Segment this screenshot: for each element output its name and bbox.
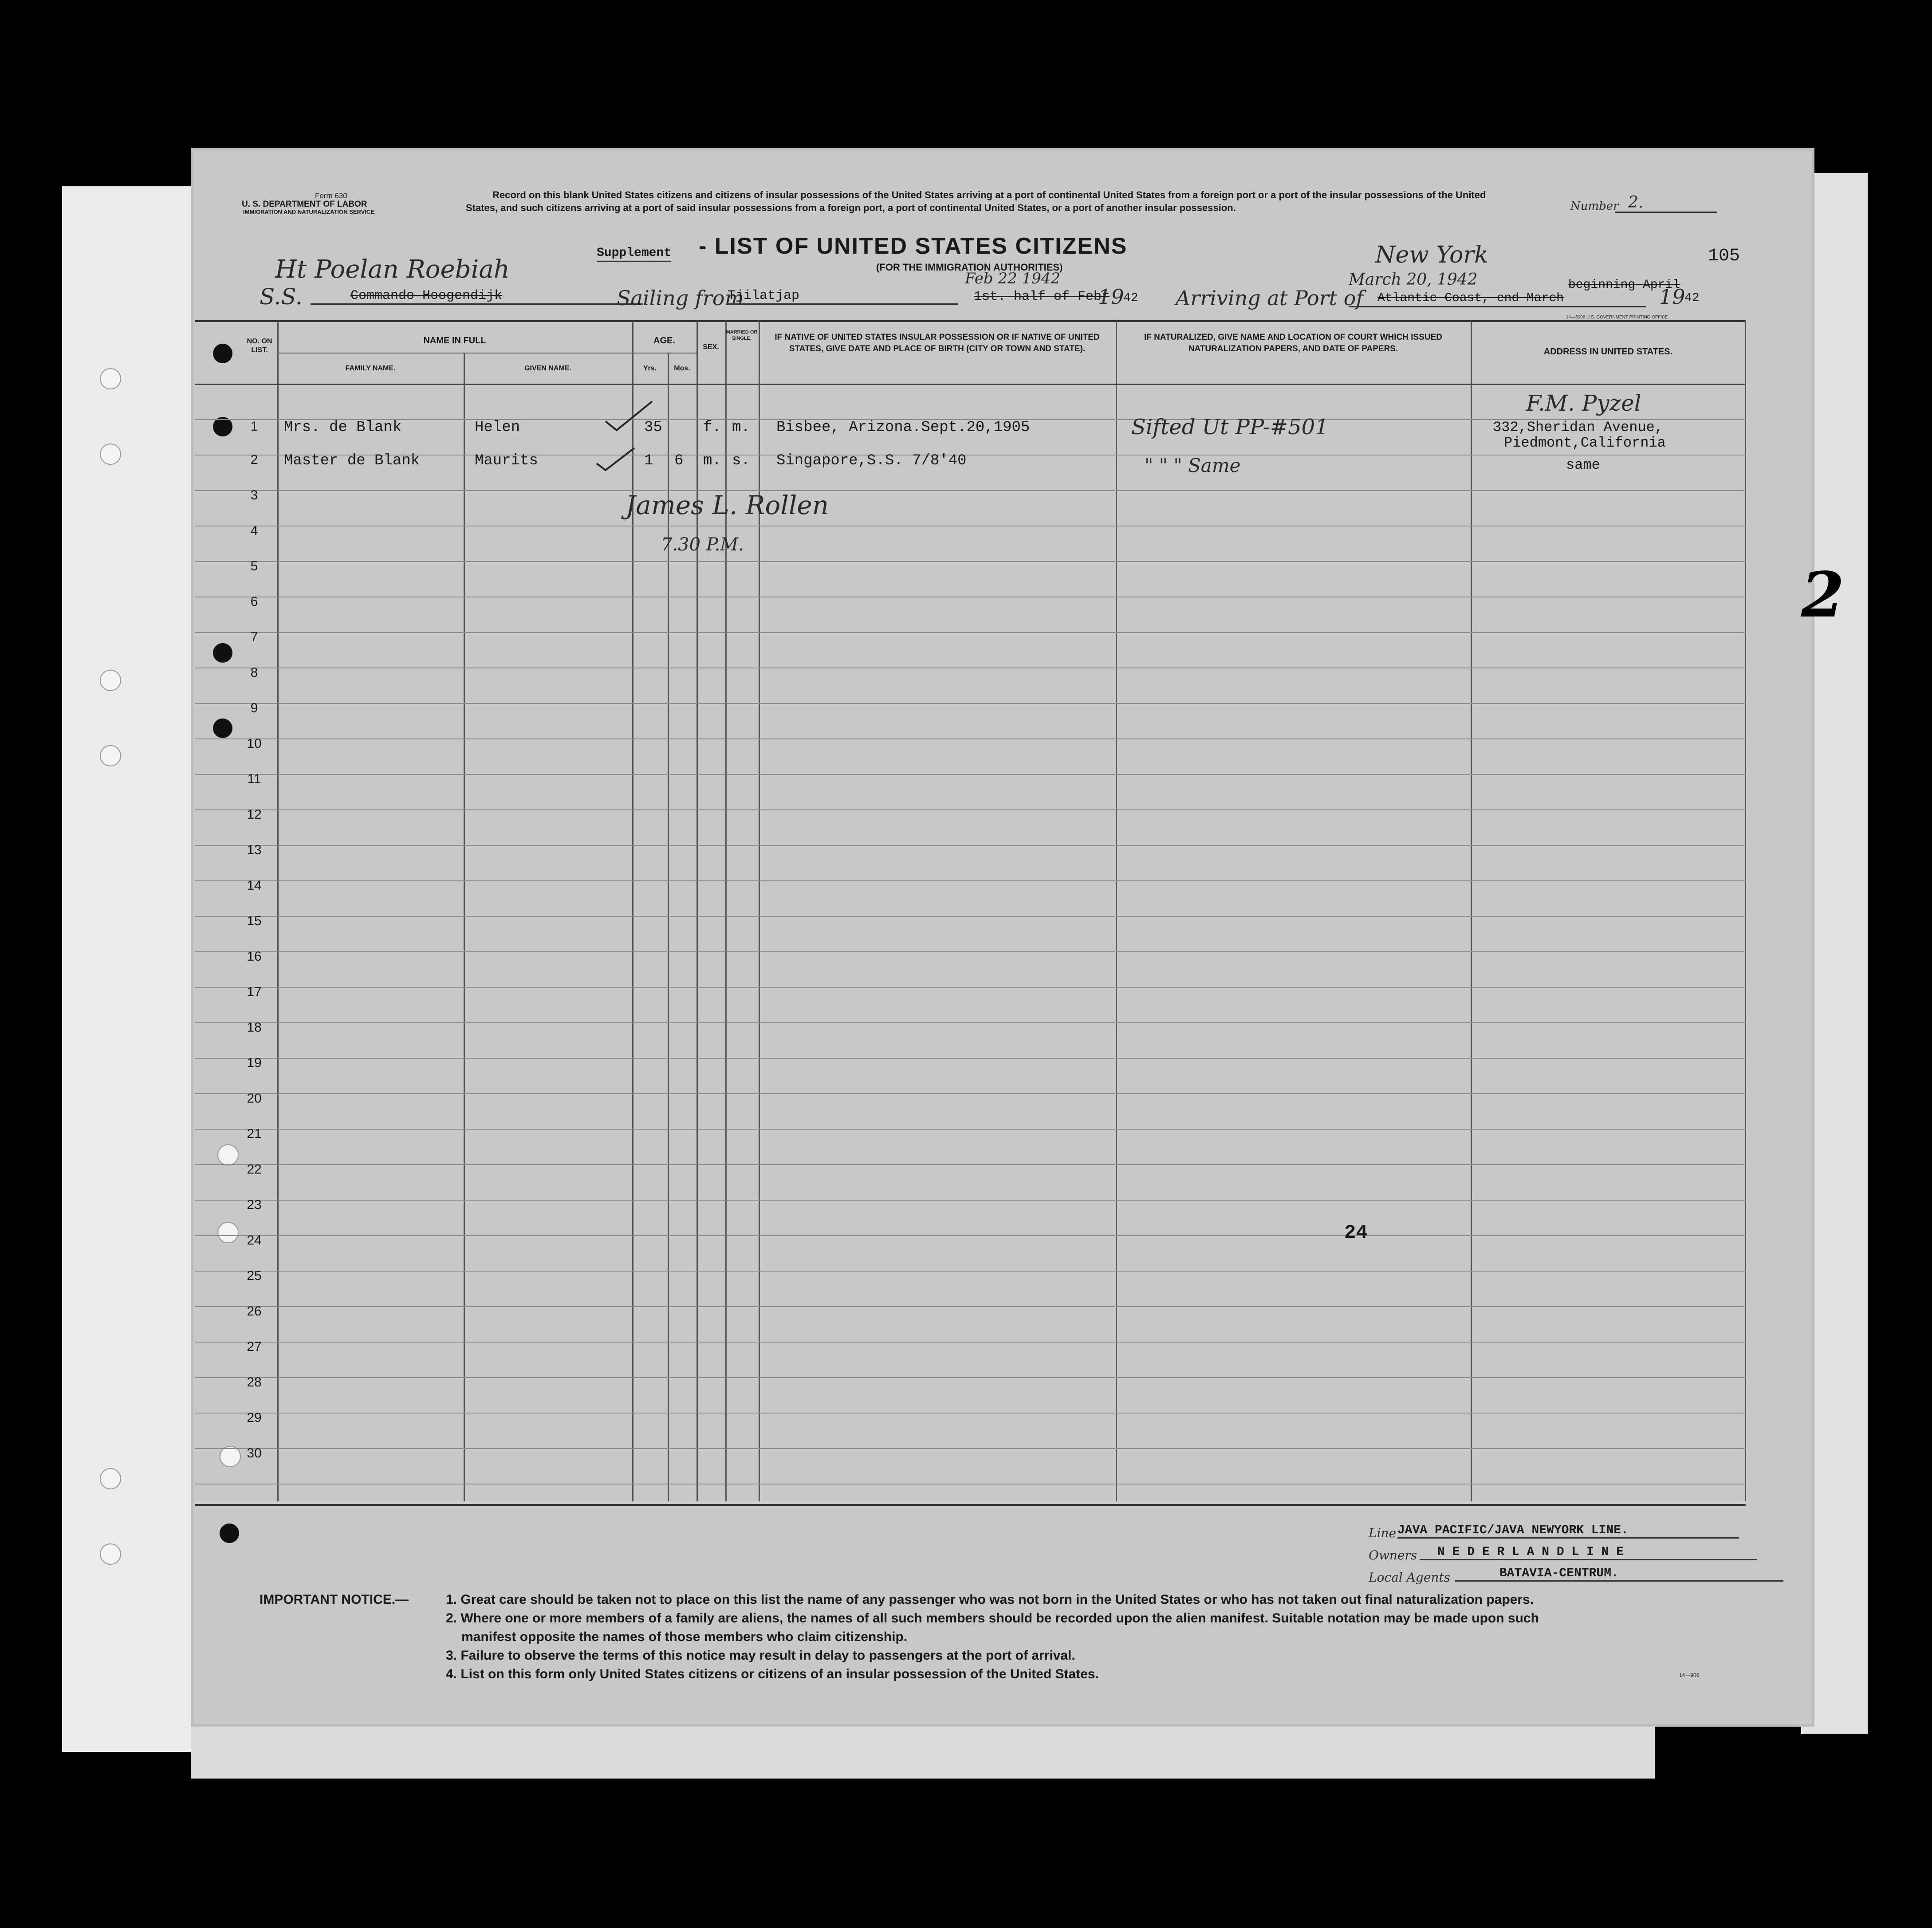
row-line	[195, 987, 1746, 988]
printing-office-note: 14—5006 U.S. GOVERNMENT PRINTING OFFICE	[1566, 315, 1668, 320]
row-number: 16	[247, 949, 262, 964]
row1-naturalized: Sifted Ut PP-#501	[1131, 415, 1329, 440]
col-mos: Mos.	[674, 365, 690, 372]
row-line	[195, 1342, 1746, 1343]
owners-value: N E D E R L A N D L I N E	[1420, 1545, 1757, 1560]
col-line	[464, 353, 465, 1501]
col-naturalized: IF NATURALIZED, GIVE NAME AND LOCATION OF COURT WHICH ISSUED NATURALIZATION PAPERS, AND DATE OF PAPERS.	[1144, 333, 1442, 353]
row-line	[195, 1093, 1746, 1094]
year-value: 42	[1123, 291, 1138, 305]
row-line	[195, 774, 1746, 775]
row-number: 19	[247, 1056, 262, 1070]
row-number: 6	[250, 594, 258, 609]
row-line	[195, 1235, 1746, 1236]
row-line	[195, 1200, 1746, 1201]
page-number: 105	[1708, 246, 1740, 266]
row2-birth: Singapore,S.S. 7/8'40	[776, 452, 967, 469]
line-value: JAVA PACIFIC/JAVA NEWYORK LINE.	[1397, 1524, 1739, 1539]
binder-hole	[100, 444, 121, 465]
notice-item-2-cont: manifest opposite the names of those members who claim citizenship.	[461, 1630, 908, 1644]
year2-value: 42	[1684, 291, 1700, 305]
row1-sex: f.	[703, 419, 721, 436]
notice-item-3: 3. Failure to observe the terms of this notice may result in delay to passengers at the port of arrival.	[446, 1648, 1075, 1663]
check-mark-1	[603, 399, 657, 435]
supplement-label: Supplement	[597, 246, 671, 262]
row-line	[195, 880, 1746, 881]
col-yrs: Yrs.	[643, 365, 657, 372]
row-number: 29	[247, 1410, 262, 1425]
arriving-label: Arriving at Port of	[1176, 286, 1364, 310]
row-number: 25	[247, 1268, 262, 1283]
row-number: 22	[247, 1162, 262, 1177]
row-number: 18	[247, 1020, 262, 1035]
row2-age-mos: 6	[674, 452, 684, 469]
date-typed: 1st. half of Febr	[974, 289, 1110, 304]
row1-given-name: Helen	[475, 419, 520, 436]
row2-family-name: Master de Blank	[284, 452, 420, 469]
row-line	[195, 1129, 1746, 1130]
row1-married: m.	[732, 419, 750, 436]
number-value: 2.	[1615, 193, 1717, 213]
row-number: 24	[247, 1233, 262, 1248]
number-label: Number	[1570, 200, 1619, 213]
row-line	[195, 1022, 1746, 1023]
row-line	[195, 1448, 1746, 1449]
col-line	[1116, 322, 1117, 1501]
row-line	[195, 1306, 1746, 1307]
ship-name-handwritten: Ht Poelan Roebiah	[275, 255, 510, 284]
stamp-number: 24	[1344, 1222, 1368, 1244]
sailing-value: Tjilatjap	[728, 288, 958, 305]
row-line	[195, 490, 1746, 491]
row-number: 1	[250, 419, 258, 434]
row-line	[195, 738, 1746, 739]
instructions: Record on this blank United States citizens and citizens of insular possessions of the United States arriving at a port of continental United States from a foreign port or a port of the insular possessions of the United States, and such citizens arriving at a port of said insular possessions from a foreign port, a port of continental United States, or a port of another insular possession.	[466, 189, 1486, 213]
table-frame	[195, 320, 1746, 1506]
col-native: IF NATIVE OF UNITED STATES INSULAR POSSESSION OR IF NATIVE OF UNITED STATES, GIVE DATE AND PLACE OF BIRTH (CITY OR TOWN AND STATE).	[775, 333, 1100, 353]
arrival-date-handwritten: March 20, 1942	[1349, 271, 1478, 289]
arrival-underline	[1349, 306, 1646, 307]
col-address: ADDRESS IN UNITED STATES.	[1543, 347, 1673, 357]
form-code: 14—906	[1679, 1672, 1700, 1678]
year-label: 19	[1098, 285, 1124, 309]
row-number: 7	[250, 630, 258, 644]
notice-item-2: 2. Where one or more members of a family are aliens, the names of all such members should be recorded upon the alien manifest. Suitable notation may be made upon such	[446, 1611, 1539, 1626]
row-number: 2	[250, 452, 258, 467]
ss-value: Commando Hoogendijk	[311, 288, 643, 305]
col-married: MARRIED OR SINGLE.	[726, 330, 758, 341]
row-number: 11	[247, 772, 261, 786]
row-line	[195, 561, 1746, 562]
notice-title: IMPORTANT NOTICE.—	[260, 1592, 409, 1607]
row-line	[195, 1377, 1746, 1378]
row-line	[195, 1271, 1746, 1272]
col-line	[668, 353, 669, 1501]
header-bottom-line	[195, 384, 1746, 385]
row1-birth: Bisbee, Arizona.Sept.20,1905	[776, 419, 1030, 436]
date-handwritten: Feb 22 1942	[965, 270, 1061, 287]
row-line	[195, 916, 1746, 917]
row-number: 10	[247, 736, 262, 751]
row-number: 30	[247, 1446, 262, 1461]
row-number: 23	[247, 1198, 262, 1212]
inspector-signature: James L. Rollen	[626, 490, 829, 520]
arrival-typed-extra: beginning April	[1568, 278, 1680, 292]
col-age: AGE.	[653, 336, 675, 346]
department: U. S. DEPARTMENT OF LABOR	[242, 200, 367, 209]
sailing-label: Sailing from	[617, 286, 744, 310]
notice-item-1: 1. Great care should be taken not to place on this list the name of any passenger who was not born in the United States or who has not taken out final naturalization papers.	[446, 1592, 1534, 1607]
row-number: 12	[247, 807, 262, 822]
row-line	[195, 1058, 1746, 1059]
row-number: 4	[250, 523, 258, 538]
agents-label: Local Agents	[1369, 1570, 1451, 1585]
binder-hole	[100, 745, 121, 766]
col-line	[277, 322, 279, 1501]
agents-value: BATAVIA-CENTRUM.	[1455, 1567, 1783, 1582]
row-line	[195, 703, 1746, 704]
service: IMMIGRATION AND NATURALIZATION SERVICE	[243, 208, 375, 215]
row2-age-yrs: 1	[644, 452, 653, 469]
inspection-time: 7.30 P.M.	[661, 534, 744, 555]
side-mark: 2	[1801, 559, 1845, 632]
row-number: 3	[250, 488, 258, 503]
col-sex: SEX.	[703, 343, 719, 351]
row-line	[195, 1164, 1746, 1165]
row-number: 9	[250, 701, 258, 715]
back-sheet-left	[62, 186, 195, 1752]
binder-hole	[100, 1543, 121, 1565]
row-number: 26	[247, 1304, 262, 1319]
check-mark-2	[594, 446, 639, 472]
row2-sex: m.	[703, 452, 721, 469]
col-given-name: GIVEN NAME.	[524, 365, 571, 372]
binder-hole	[100, 1468, 121, 1489]
row2-address: same	[1566, 457, 1600, 473]
col-no-on-list: NO. ON LIST.	[247, 338, 272, 354]
notice-item-4: 4. List on this form only United States citizens or citizens of an insular possession of the United States.	[446, 1667, 1099, 1681]
punch-hole	[220, 1524, 239, 1543]
row-line	[195, 845, 1746, 846]
address-note-handwritten: F.M. Pyzel	[1526, 390, 1641, 416]
row-line	[195, 632, 1746, 633]
row-number: 28	[247, 1375, 262, 1390]
form-title: - LIST OF UNITED STATES CITIZENS	[699, 233, 1128, 259]
arrival-typed: Atlantic Coast, end March	[1377, 291, 1564, 305]
port-handwritten: New York	[1375, 242, 1488, 268]
row-number: 5	[250, 559, 258, 573]
row-number: 8	[250, 665, 258, 680]
row-number: 17	[247, 985, 262, 999]
row-number: 27	[247, 1339, 262, 1354]
ss-label: S.S.	[260, 284, 303, 310]
line-label: Line	[1369, 1526, 1397, 1540]
row-line	[195, 951, 1746, 952]
row-number: 21	[247, 1127, 262, 1141]
row-line	[195, 809, 1746, 810]
row-number: 20	[247, 1091, 262, 1106]
row1-family-name: Mrs. de Blank	[284, 419, 402, 436]
row-number: 15	[247, 914, 262, 928]
binder-hole	[100, 368, 121, 389]
row1-address: 332,Sheridan Avenue,	[1493, 419, 1664, 436]
col-line	[1471, 322, 1472, 1501]
row1-age-yrs: 35	[644, 419, 662, 436]
col-line	[1745, 322, 1746, 1501]
form-number: Form 630	[315, 192, 347, 200]
row1-address-line2: Piedmont,California	[1504, 435, 1666, 451]
row2-given-name: Maurits	[475, 452, 538, 469]
binder-hole	[100, 670, 121, 691]
back-sheet-bottom	[191, 1721, 1655, 1779]
owners-label: Owners	[1369, 1548, 1417, 1563]
year2-label: 19	[1659, 285, 1685, 309]
row2-naturalized: " " " Same	[1145, 455, 1241, 476]
row-line	[195, 1413, 1746, 1414]
row2-married: s.	[732, 452, 750, 469]
row-number: 13	[247, 843, 262, 857]
row-number: 14	[247, 878, 262, 893]
col-family-name: FAMILY NAME.	[345, 365, 396, 372]
col-name-in-full: NAME IN FULL	[423, 336, 486, 346]
form-subtitle: (FOR THE IMMIGRATION AUTHORITIES)	[876, 262, 1063, 273]
